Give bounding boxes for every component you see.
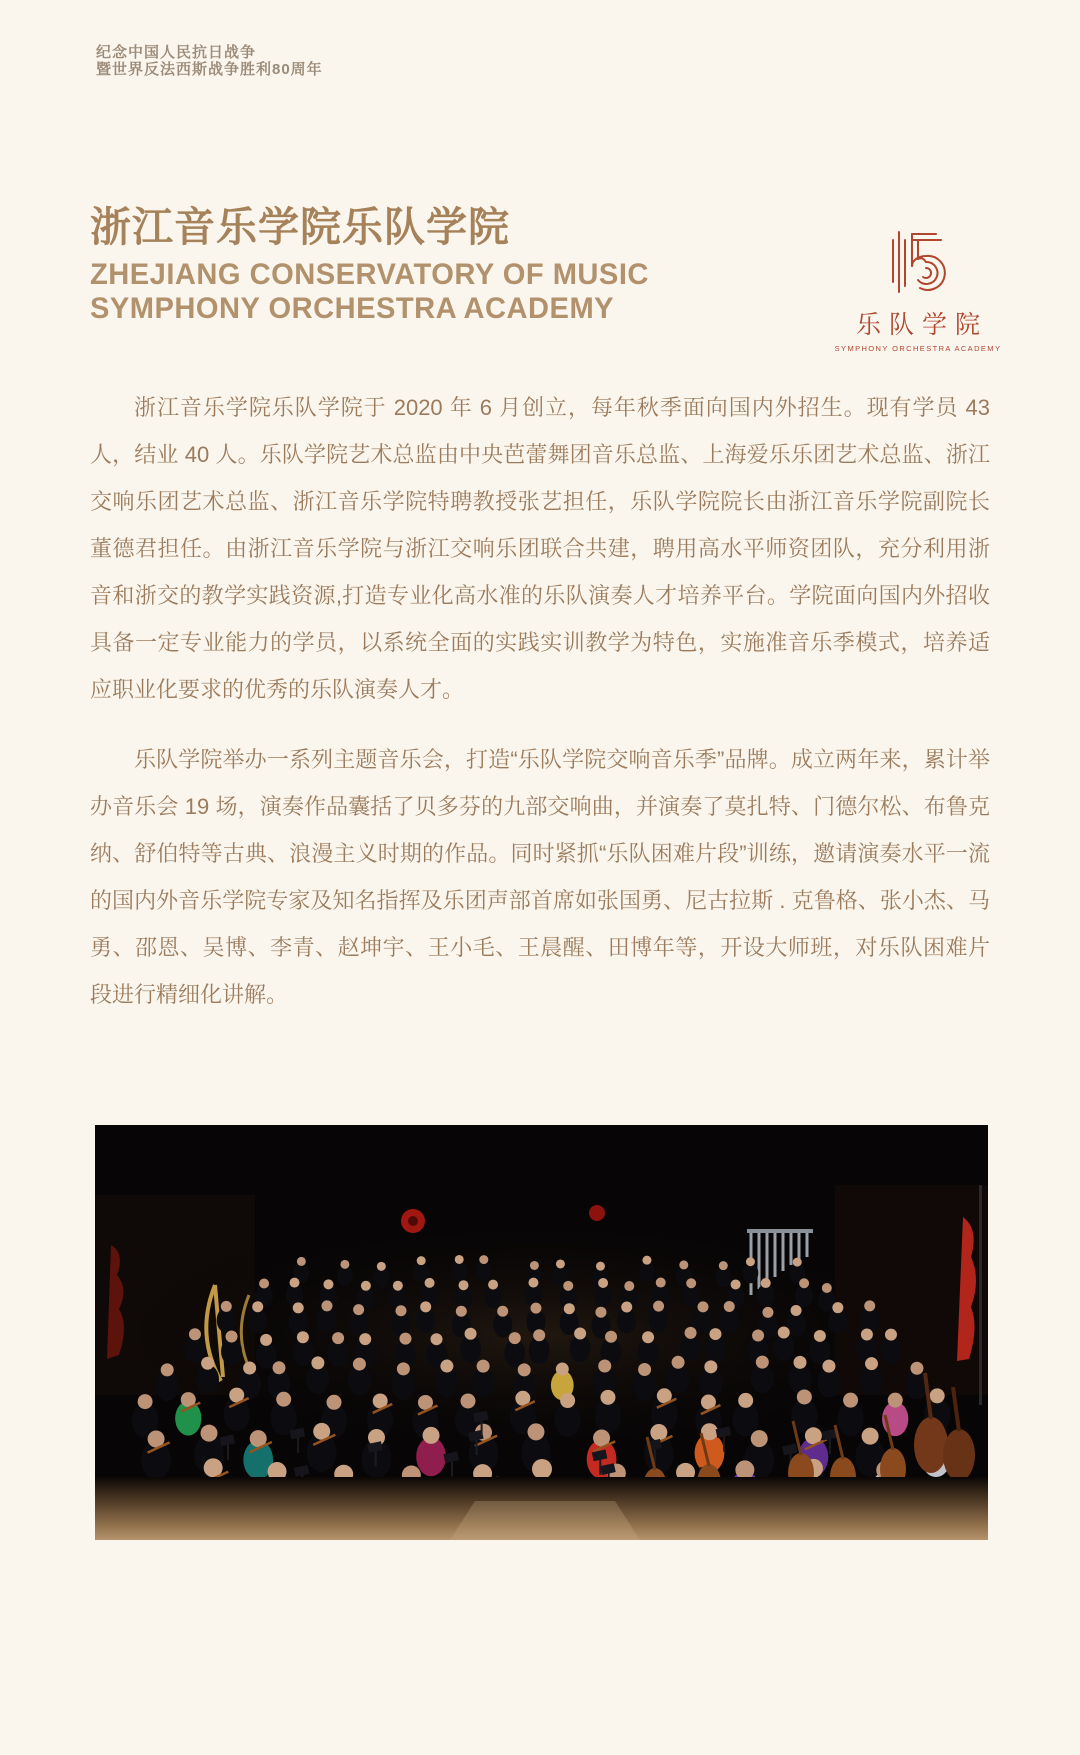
page-title-chinese: 浙江音乐学院乐队学院 xyxy=(90,204,510,250)
academy-logo-name-zh: 乐队学院 xyxy=(856,311,989,339)
academy-logo-name-en: SYMPHONY ORCHESTRA ACADEMY xyxy=(834,344,1002,353)
page-title-english-line2: SYMPHONY ORCHESTRA ACADEMY xyxy=(90,292,615,325)
red-ornament-small xyxy=(589,1205,605,1221)
emblem-line2: 暨世界反法西斯战争胜利80周年 xyxy=(96,61,323,78)
orchestra-photo xyxy=(95,1125,988,1540)
paragraph-concert-season: 乐队学院举办一系列主题音乐会，打造“乐队学院交响音乐季”品牌。成立两年来，累计举办音乐会 19 场，演奏作品囊括了贝多芬的九部交响曲，并演奏了莫扎特、门德尔松、布鲁克纳、舒伯特等古典、浪漫主义时期的作品。同时紧抓“乐队困难片段”训练，邀请演奏水平一流的国内外音乐学院专家及知名指挥及乐团声部首席如张国勇、尼古拉斯 . 克鲁格、张小杰、马勇、邵恩、吴博、李青、赵坤宇、王小毛、王晨醒、田博年等，开设大师班，对乐队困难片段进行精细化讲解。 xyxy=(90,747,990,1007)
academy-logo xyxy=(834,226,1002,353)
paragraph-academy-intro: 浙江音乐学院乐队学院于 2020 年 6 月创立，每年秋季面向国内外招生。现有学员 43 人，结业 40 人。乐队学院艺术总监由中央芭蕾舞团音乐总监、上海爱乐乐团艺术总监、浙江交响乐团艺术总监、浙江音乐学院特聘教授张艺担任，乐队学院院长由浙江音乐学院副院长董德君担任。由浙江音乐学院与浙江交响乐团联合共建，聘用高水平师资团队，充分利用浙音和浙交的教学实践资源,打造专业化高水准的乐队演奏人才培养平台。学院面向国内外招收具备一定专业能力的学员，以系统全面的实践实训教学为特色，实施准音乐季模式，培养适应职业化要求的优秀的乐队演奏人才。 xyxy=(90,395,990,702)
commemorative-emblem xyxy=(96,44,323,78)
page-title-english-line1: ZHEJIANG CONSERVATORY OF MUSIC xyxy=(90,258,649,291)
academy-logo-icon xyxy=(890,226,946,296)
body-text xyxy=(90,384,990,1018)
emblem-line1: 纪念中国人民抗日战争 xyxy=(96,44,257,61)
page-title-english xyxy=(90,258,649,326)
